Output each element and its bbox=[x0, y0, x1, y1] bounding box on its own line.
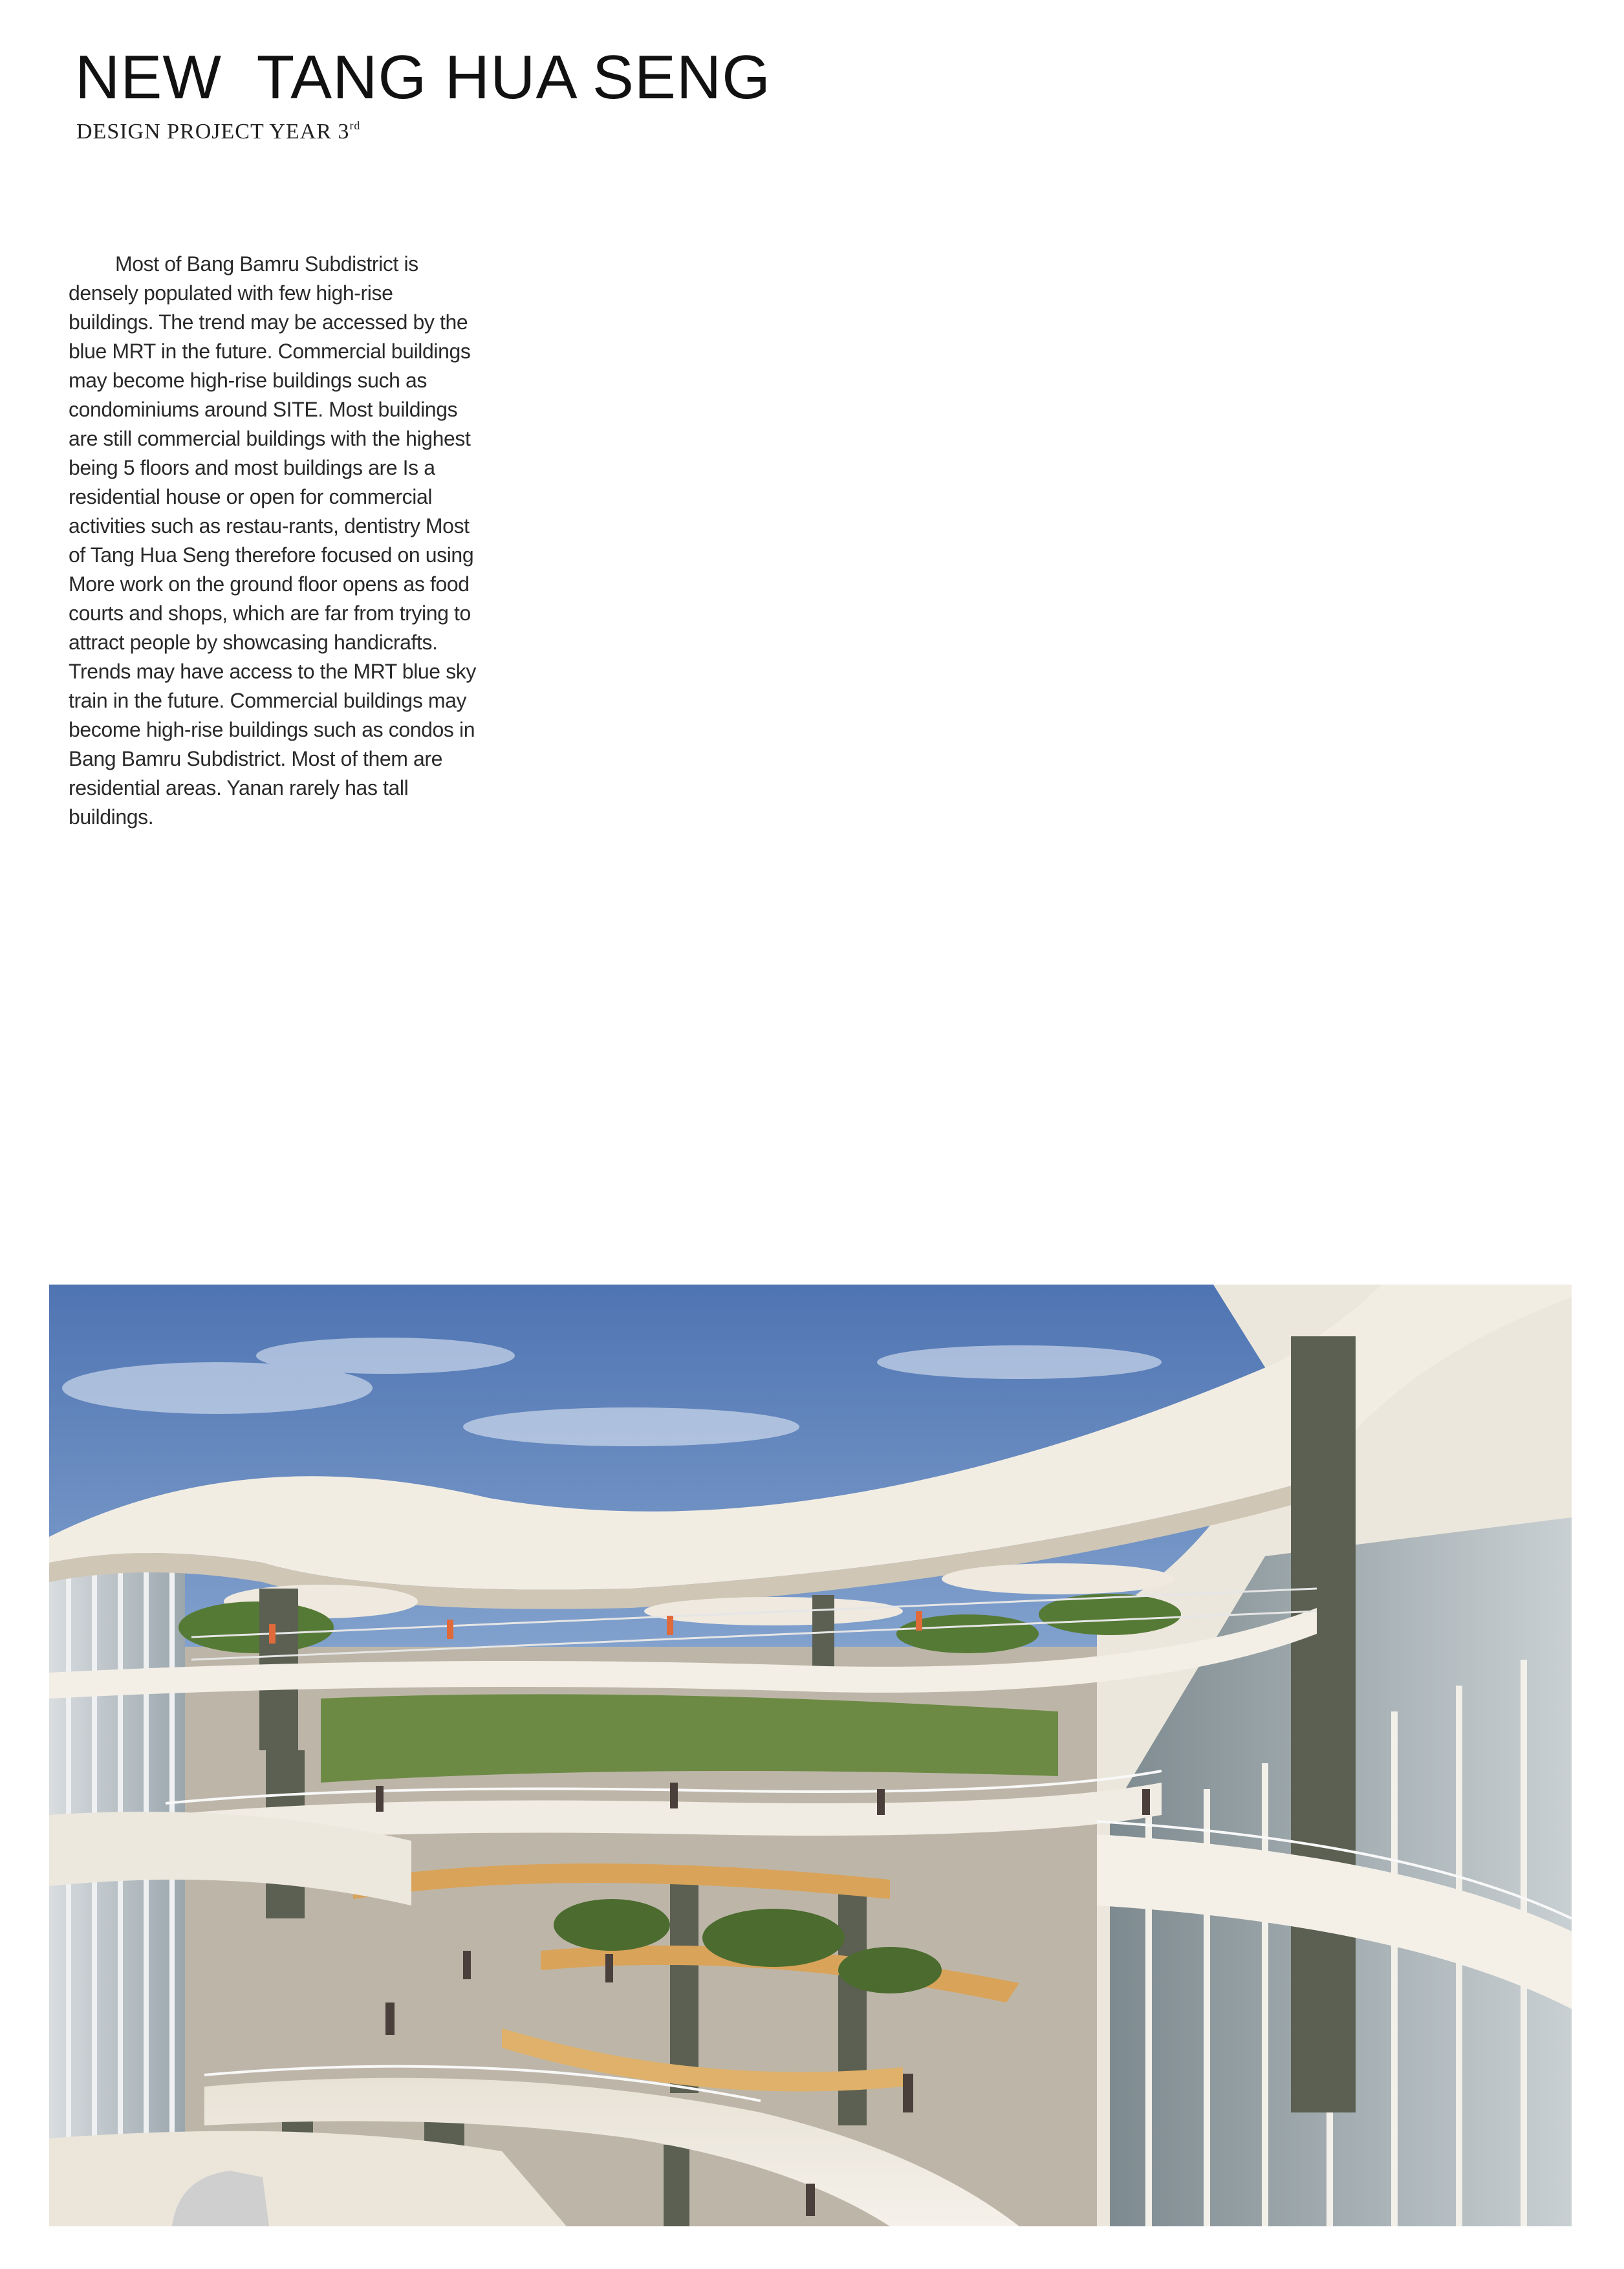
page-subtitle bbox=[76, 119, 360, 144]
site-description: Most of Bang Bamru Subdistrict is densely populated with few high-rise buildings. The trend may be accessed by the blue MRT in the future. Commercial buildings may become high-rise buildings such as condominiums around SITE. Most buildings are still commercial buildings with the highest being 5 floors and most buildings are Is a residential house or open for commercial activities such as restau-rants, dentistry Most of Tang Hua Seng therefore focused on using More work on the ground floor opens as food courts and shops, which are far from trying to attract people by showcasing handicrafts. Trends may have access to the MRT blue sky train in the future. Commercial buildings may become high-rise buildings such as condos in Bang Bamru Subdistrict. Most of them are residential areas. Yanan rarely has tall buildings. bbox=[69, 252, 476, 829]
atrium-render-illustration bbox=[49, 1285, 1572, 2226]
green-wall bbox=[321, 1694, 1058, 1783]
page-title: NEW TANG HUA SENG bbox=[75, 43, 771, 112]
subtitle-text: DESIGN PROJECT YEAR 3 bbox=[76, 120, 350, 144]
subtitle-ordinal: rd bbox=[349, 119, 361, 132]
architectural-render bbox=[49, 1285, 1572, 2226]
